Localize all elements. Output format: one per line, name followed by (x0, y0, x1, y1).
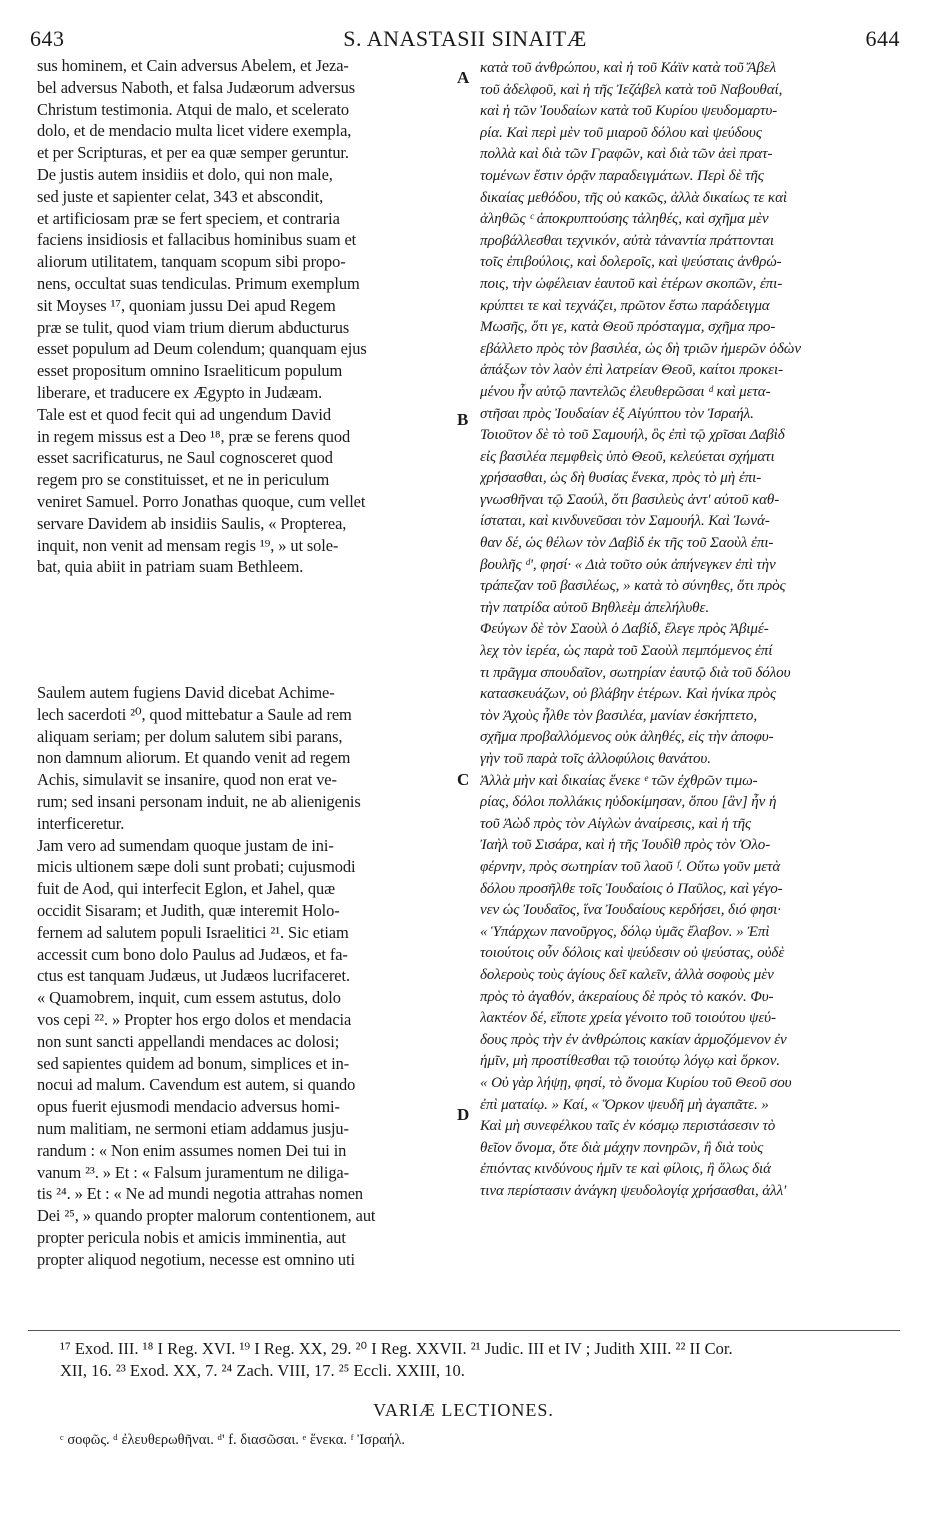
text-line: Ἀλλὰ μὴν καὶ δικαίας ἕνεκε ᵉ τῶν ἐχθρῶν τιμω- (480, 772, 758, 789)
text-line: τοῖς ἐπιβούλοις, καὶ δολεροῖς, καὶ ψεύσταις ἀνθρώ- (480, 254, 782, 271)
running-title: S. ANASTASII SINAITÆ (343, 26, 587, 51)
text-line: sed sapientes quidem ad bonum, simplices et in- (37, 1053, 350, 1073)
text-line (37, 622, 453, 644)
latin-column-block-2 (37, 682, 453, 1314)
text-line: πρὸς τὸ ἀγαθόν, ἀκεραίους δὲ πρὸς τὸ κακόν. Φυ- (480, 988, 774, 1005)
text-line: ἀληθῶς ᶜ ἀποκρυπτούσης τἀληθές, καὶ σχῆμα μὲν (480, 211, 769, 228)
text-line: τι πρᾶγμα σπουδαῖον, σωτηρίαν ἑαυτῷ διὰ τοῦ δόλου (480, 664, 791, 681)
text-line: esset sacrificaturus, ne Saul cognosceret quod (37, 448, 333, 468)
text-line: nens, occultat suas tendiculas. Primum exemplum (37, 273, 360, 293)
text-line: in regem missus est a Deo ¹⁸, præ se ferens quod (37, 426, 351, 446)
text-line: δόλου προσῆλθε τοῖς Ἰουδαίοις ὁ Παῦλος, καὶ γέγο- (480, 880, 783, 897)
text-line: Dei ²⁵, » quando propter malorum contentionem, aut (37, 1206, 376, 1226)
text-line (480, 1202, 906, 1224)
text-line: δικαίας μεθόδου, τῆς οὐ κακῶς, ἀλλὰ δικαίως τε καὶ (480, 189, 787, 206)
text-line (480, 1224, 906, 1246)
text-line: τινα περίστασιν ἀνάγκη ψευδολογίᾳ χρήσασθαι, ἀλλ' (480, 1182, 787, 1199)
text-line: τοιούτοις οὖν δόλοις καὶ ψεύδεσιν οὐ ψεύστας, οὐδὲ (480, 945, 785, 962)
text-line (37, 578, 453, 600)
text-line: τοῦ Ἀὼδ πρὸς τὸν Αἰγλὼν ἀναίρεσις, καὶ ἡ τῆς (480, 815, 751, 832)
text-line: Φεύγων δὲ τὸν Σαοὺλ ὁ Δαβίδ, ἔλεγε πρὸς Ἀβιμέ- (480, 621, 769, 638)
latin-column-block-1 (37, 55, 453, 644)
text-line: δους πρὸς τὴν ἐν ἀνθρώποις κακίαν ἁρμοζόμενον ἐν (480, 1031, 787, 1048)
text-line: « Οὐ γὰρ λήψῃ, φησί, τὸ ὄνομα Κυρίου τοῦ Θεοῦ σου (480, 1074, 792, 1091)
text-line: servare Davidem ab insidiis Saulis, « Propterea, (37, 513, 347, 533)
text-line: τομένων ἔστιν ὁρᾷν παραδειγμάτων. Περὶ δὲ τῆς (480, 167, 764, 184)
text-line: εἰς βασιλέα πεμφθεὶς ὑπὸ Θεοῦ, κελεύεται σχήματι (480, 448, 775, 465)
text-line: sit Moyses ¹⁷, quoniam jussu Dei apud Regem (37, 295, 336, 315)
text-line: sus hominem, et Cain adversus Abelem, et Jeza- (37, 56, 349, 75)
text-line: χρήσασθαι, ὡς δὴ θυσίας ἕνεκα, πρὸς τὸ μὴ ἐπι- (480, 470, 762, 487)
text-line: « Quamobrem, inquit, cum essem astutus, dolo (37, 988, 341, 1008)
text-line: δολεροὺς τοὺς ἁγίους δεῖ καλεῖν, ἀλλὰ σοφοὺς μὲν (480, 966, 774, 983)
text-line: propter pericula nobis et amicis imminentia, aut (37, 1227, 346, 1247)
text-line: γνωσθῆναι τῷ Σαούλ, ὅτι βασιλεὺς ἀντ' αὐτοῦ καθ- (480, 491, 780, 508)
footnote-divider (28, 1330, 900, 1331)
text-line: non sunt sancti appellandi mendaces ac dolosi; (37, 1031, 340, 1051)
text-line: πολλὰ καὶ διὰ τῶν Γραφῶν, καὶ διὰ τῶν ἀεὶ πρατ- (480, 146, 773, 163)
text-line: et artificiosam præ se fert speciem, et contraria (37, 208, 340, 228)
text-line: μένου ἦν αὐτῷ παντελῶς ἐλευθερῶσαι ᵈ καὶ μετα- (480, 383, 771, 400)
text-line (37, 1292, 453, 1314)
text-line: « Ὑπάρχων πανοῦργος, δόλῳ ὑμᾶς ἔλαβον. » Ἐπὶ (480, 923, 770, 940)
text-line: νεν ὡς Ἰουδαῖος, ἵνα Ἰουδαίους κερδήσει, διό φησι· (480, 902, 781, 919)
text-line (37, 1271, 453, 1293)
text-line: Τοιοῦτον δὲ τὸ τοῦ Σαμουήλ, ὃς ἐπὶ τῷ χρῖσαι Δαβὶδ (480, 427, 785, 444)
text-line: liberare, et traducere ex Ægypto in Judæam. (37, 382, 323, 402)
text-line: nocui ad malum. Cavendum est autem, si quando (37, 1075, 356, 1095)
text-line: bel adversus Naboth, et falsa Judæorum adversus (37, 77, 356, 97)
text-line: Achis, simulavit se insanire, quod non erat ve- (37, 770, 337, 790)
text-line: esset propositum omnino Israeliticum populum (37, 361, 343, 381)
text-line (480, 1246, 906, 1268)
text-line: aliorum utilitatem, tanquam scopum sibi propo- (37, 252, 346, 272)
text-line: θεῖον ὄνομα, ὅτε διὰ μάχην πονηρῶν, ἢ διὰ τοὺς (480, 1139, 764, 1156)
section-marker-d: D (457, 1105, 470, 1124)
text-line: Καὶ μὴ συνεφέλκου ταῖς ἐν κόσμῳ περιστάσεσιν τὸ (480, 1118, 776, 1135)
text-line: καὶ ἡ τῶν Ἰουδαίων κατὰ τοῦ Κυρίου ψευδομαρτυ- (480, 103, 778, 120)
text-line: vanum ²³. » Et : « Falsum juramentum ne diliga- (37, 1162, 349, 1182)
text-line: τοῦ ἀδελφοῦ, καὶ ἡ τῆς Ἰεζάβελ κατὰ τοῦ Ναβουθαί, (480, 81, 783, 98)
text-line: ίσταται, καὶ κινδυνεῦσαι τὸν Σαμουήλ. Καὶ Ἰωνά- (480, 513, 770, 530)
variae-lectiones: ᶜ σοφῶς. ᵈ ἐλευθερωθῆναι. ᵈ' f. διασῶσαι. ᵉ ἕνεκα. ᶠ Ἰσραήλ. (60, 1432, 406, 1448)
text-line: ποις, τὴν ὠφέλειαν ἑαυτοῦ καὶ ἑτέρων σκοπῶν, ἐπι- (480, 275, 783, 292)
text-line: εβάλλετο πρὸς τὸν βασιλέα, ὡς δὴ τριῶν ἡμερῶν ὁδὼν (480, 340, 801, 357)
footnote-line: ¹⁷ Exod. III. ¹⁸ I Reg. XVI. ¹⁹ I Reg. XX, 29. ²⁰ I Reg. XXVII. ²¹ Judic. III et IV ; Judith XIII. ²² II Cor. (60, 1339, 733, 1358)
text-line: Jam vero ad sumendam quoque justam de ini- (37, 835, 334, 855)
text-line: ρίας, δόλοι πολλάκις ηὐδοκίμησαν, ὅπου [ἂν] ἦν ἡ (480, 794, 777, 811)
text-line: προβάλλεσθαι τεχνικόν, αὐτὰ τἀναντία πράττονται (480, 232, 774, 249)
text-line: interficeretur. (37, 813, 125, 833)
text-line: ἀπάξων τὸν λαὸν ἐπὶ λατρείαν Θεοῦ, καίτοι προκει- (480, 362, 784, 379)
text-line: Saulem autem fugiens David dicebat Achime- (37, 683, 335, 702)
text-line: βουλῆς ᵈ', φησί· « Διὰ τοῦτο οὐκ ἀπήνεγκεν ἐπὶ τὴν (480, 556, 776, 573)
section-marker-c: C (457, 770, 470, 789)
text-line: tis ²⁴. » Et : « Ne ad mundi negotia attrahas nomen (37, 1184, 363, 1204)
page-number-left: 643 (30, 26, 65, 51)
text-line: esset populum ad Deum colendum; quanquam ejus (37, 339, 367, 359)
text-line: opus fuerit ejusmodi mendacio adversus homi- (37, 1097, 340, 1117)
text-line: non damnum aliorum. Et quando venit ad regem (37, 748, 351, 768)
text-line: et per Scripturas, et per ea quæ semper geruntur. (37, 143, 349, 163)
text-line: fernem ad salutem populi Israelitici ²¹. Sic etiam (37, 922, 349, 942)
text-line: Tale est et quod fecit qui ad ungendum David (37, 404, 331, 424)
text-line: γὴν τοῦ παρὰ τοῖς ἀλλοφύλοις θανάτου. (480, 751, 711, 767)
text-line: micis ultionem sæpe doli sunt probati; cujusmodi (37, 857, 356, 877)
text-line: randum : « Non enim assumes nomen Dei tui in (37, 1140, 347, 1160)
text-line: ἐπὶ ματαίῳ. » Καί, « Ὅρκον ψευδῆ μὴ ἀγαπᾶτε. » (480, 1096, 769, 1113)
text-line: Christum testimonia. Atqui de malo, et scelerato (37, 99, 350, 119)
text-line: lech sacerdoti ²⁰, quod mittebatur a Saule ad rem (37, 704, 352, 724)
text-line: θαν δέ, ὡς θέλων τὸν Δαβὶδ ἐκ τῆς τοῦ Σαοὺλ ἐπι- (480, 535, 774, 552)
text-line: rum; sed insani personam induit, ne ab alienigenis (37, 791, 361, 811)
text-line: veniret Samuel. Porro Jonathas quoque, cum vellet (37, 491, 366, 511)
page-number-right: 644 (865, 26, 900, 51)
text-line: Μωσῆς, ὅτι γε, κατὰ Θεοῦ πρόσταγμα, σχῆμα προ- (480, 319, 776, 336)
text-line: στῆσαι πρὸς Ἰουδαίαν ἐξ Αἰγύπτου τὸν Ἰσραήλ. (480, 405, 754, 422)
text-line: σχῆμα προβαλλόμενος οὐκ ἀληθές, εἰς τὴν ἀποφυ- (480, 729, 774, 746)
text-line: præ se tulit, quod viam trium dierum abducturus (37, 317, 350, 337)
text-line: τὴν πατρίδα αὐτοῦ Βηθλεὲμ ἀπελήλυθε. (480, 599, 710, 616)
variae-lectiones-heading: VARIÆ LECTIONES. (373, 1400, 554, 1420)
text-line: ἡμῖν, μὴ προστίθεσθαι τῷ τοιούτῳ λόγῳ καὶ ὅρκον. (480, 1053, 780, 1070)
text-line: inquit, non venit ad mensam regis ¹⁹, » ut sole- (37, 535, 339, 555)
text-line: vos cepi ²². » Propter hos ergo dolos et mendacia (37, 1009, 352, 1029)
footnote-line: XII, 16. ²³ Exod. XX, 7. ²⁴ Zach. VIII, 17. ²⁵ Eccli. XXIII, 10. (60, 1361, 465, 1380)
text-line: τὸν Ἀχοὺς ἦλθε τὸν βασιλέα, μανίαν ἐσκήπτετο, (480, 707, 757, 724)
text-line: τράπεζαν τοῦ βασιλέως, » κατὰ τὸ σύνηθες, ὅτι πρὸς (480, 578, 786, 595)
text-line: ρία. Καὶ περὶ μὲν τοῦ μιαροῦ δόλου καὶ ψεύδους (480, 124, 762, 141)
text-line: ἐπιόντας κινδύνους ἡμῖν τε καὶ φίλοις, ἢ ὅλως διά (480, 1161, 771, 1178)
text-line: De justis autem insidiis et dolo, qui non male, (37, 164, 333, 184)
text-line: num malitiam, ne sermoni etiam addamus jusju- (37, 1118, 349, 1138)
text-line: accessit cum bono dolo Paulus ad Judæos, et fa- (37, 944, 348, 964)
text-line (480, 1267, 906, 1289)
text-line: κρύπτει τε καὶ τεχνάζει, πρῶτον ἔστω παράδειγμα (480, 297, 770, 314)
text-line: φέρνην, πρὸς σωτηρίαν τοῦ λαοῦ ᶠ. Οὕτω γοῦν μετὰ (480, 858, 781, 875)
text-line: ctus est tanquam Judæus, ut Judæos lucrifaceret. (37, 966, 350, 986)
footnotes (60, 1338, 900, 1382)
text-line: dolo, et de mendacio multa licet videre exempla, (37, 121, 352, 141)
text-line: λεχ τὸν ἱερέα, ὡς παρὰ τοῦ Σαοὺλ πεμπόμενος ἐπί (480, 643, 773, 660)
text-line: propter aliquod negotium, necesse est omnino uti (37, 1249, 355, 1269)
text-line: Ἰαὴλ τοῦ Σισάρα, καὶ ἡ τῆς Ἰουδὶθ πρὸς τὸν Ὁλο- (480, 837, 771, 854)
text-line: κατὰ τοῦ ἀνθρώπου, καὶ ἡ τοῦ Κάϊν κατὰ τοῦ Ἄβελ (480, 60, 777, 76)
text-line: regem pro se constituisset, et ne in periculum (37, 470, 330, 490)
page-header (30, 20, 900, 54)
text-line: faciens insidiosis et fallacibus hominibus suam et (37, 230, 357, 250)
text-line: bat, quia abiit in patriam suam Bethleem. (37, 557, 304, 577)
greek-column (480, 58, 906, 1289)
text-line: occidit Sisaram; et Judith, quæ interemit Holo- (37, 900, 340, 920)
text-line: κατασκευάζων, οὐ βλάβην ἑτέρων. Καὶ ἡνίκα πρὸς (480, 686, 776, 703)
text-line: λακτέον δέ, εἴποτε χρεία γένοιτο τοῦ τοιούτου ψεύ- (480, 1010, 776, 1027)
text-line: aliquam seriam; per dolum salutem sibi parans, (37, 726, 343, 746)
section-marker-b: B (457, 410, 469, 429)
text-line: sed juste et sapienter celat, 343 et abscondit, (37, 186, 324, 206)
text-line: fuit de Aod, qui interfecit Eglon, et Jahel, quæ (37, 879, 335, 899)
section-marker-a: A (457, 68, 470, 87)
text-line (37, 600, 453, 622)
